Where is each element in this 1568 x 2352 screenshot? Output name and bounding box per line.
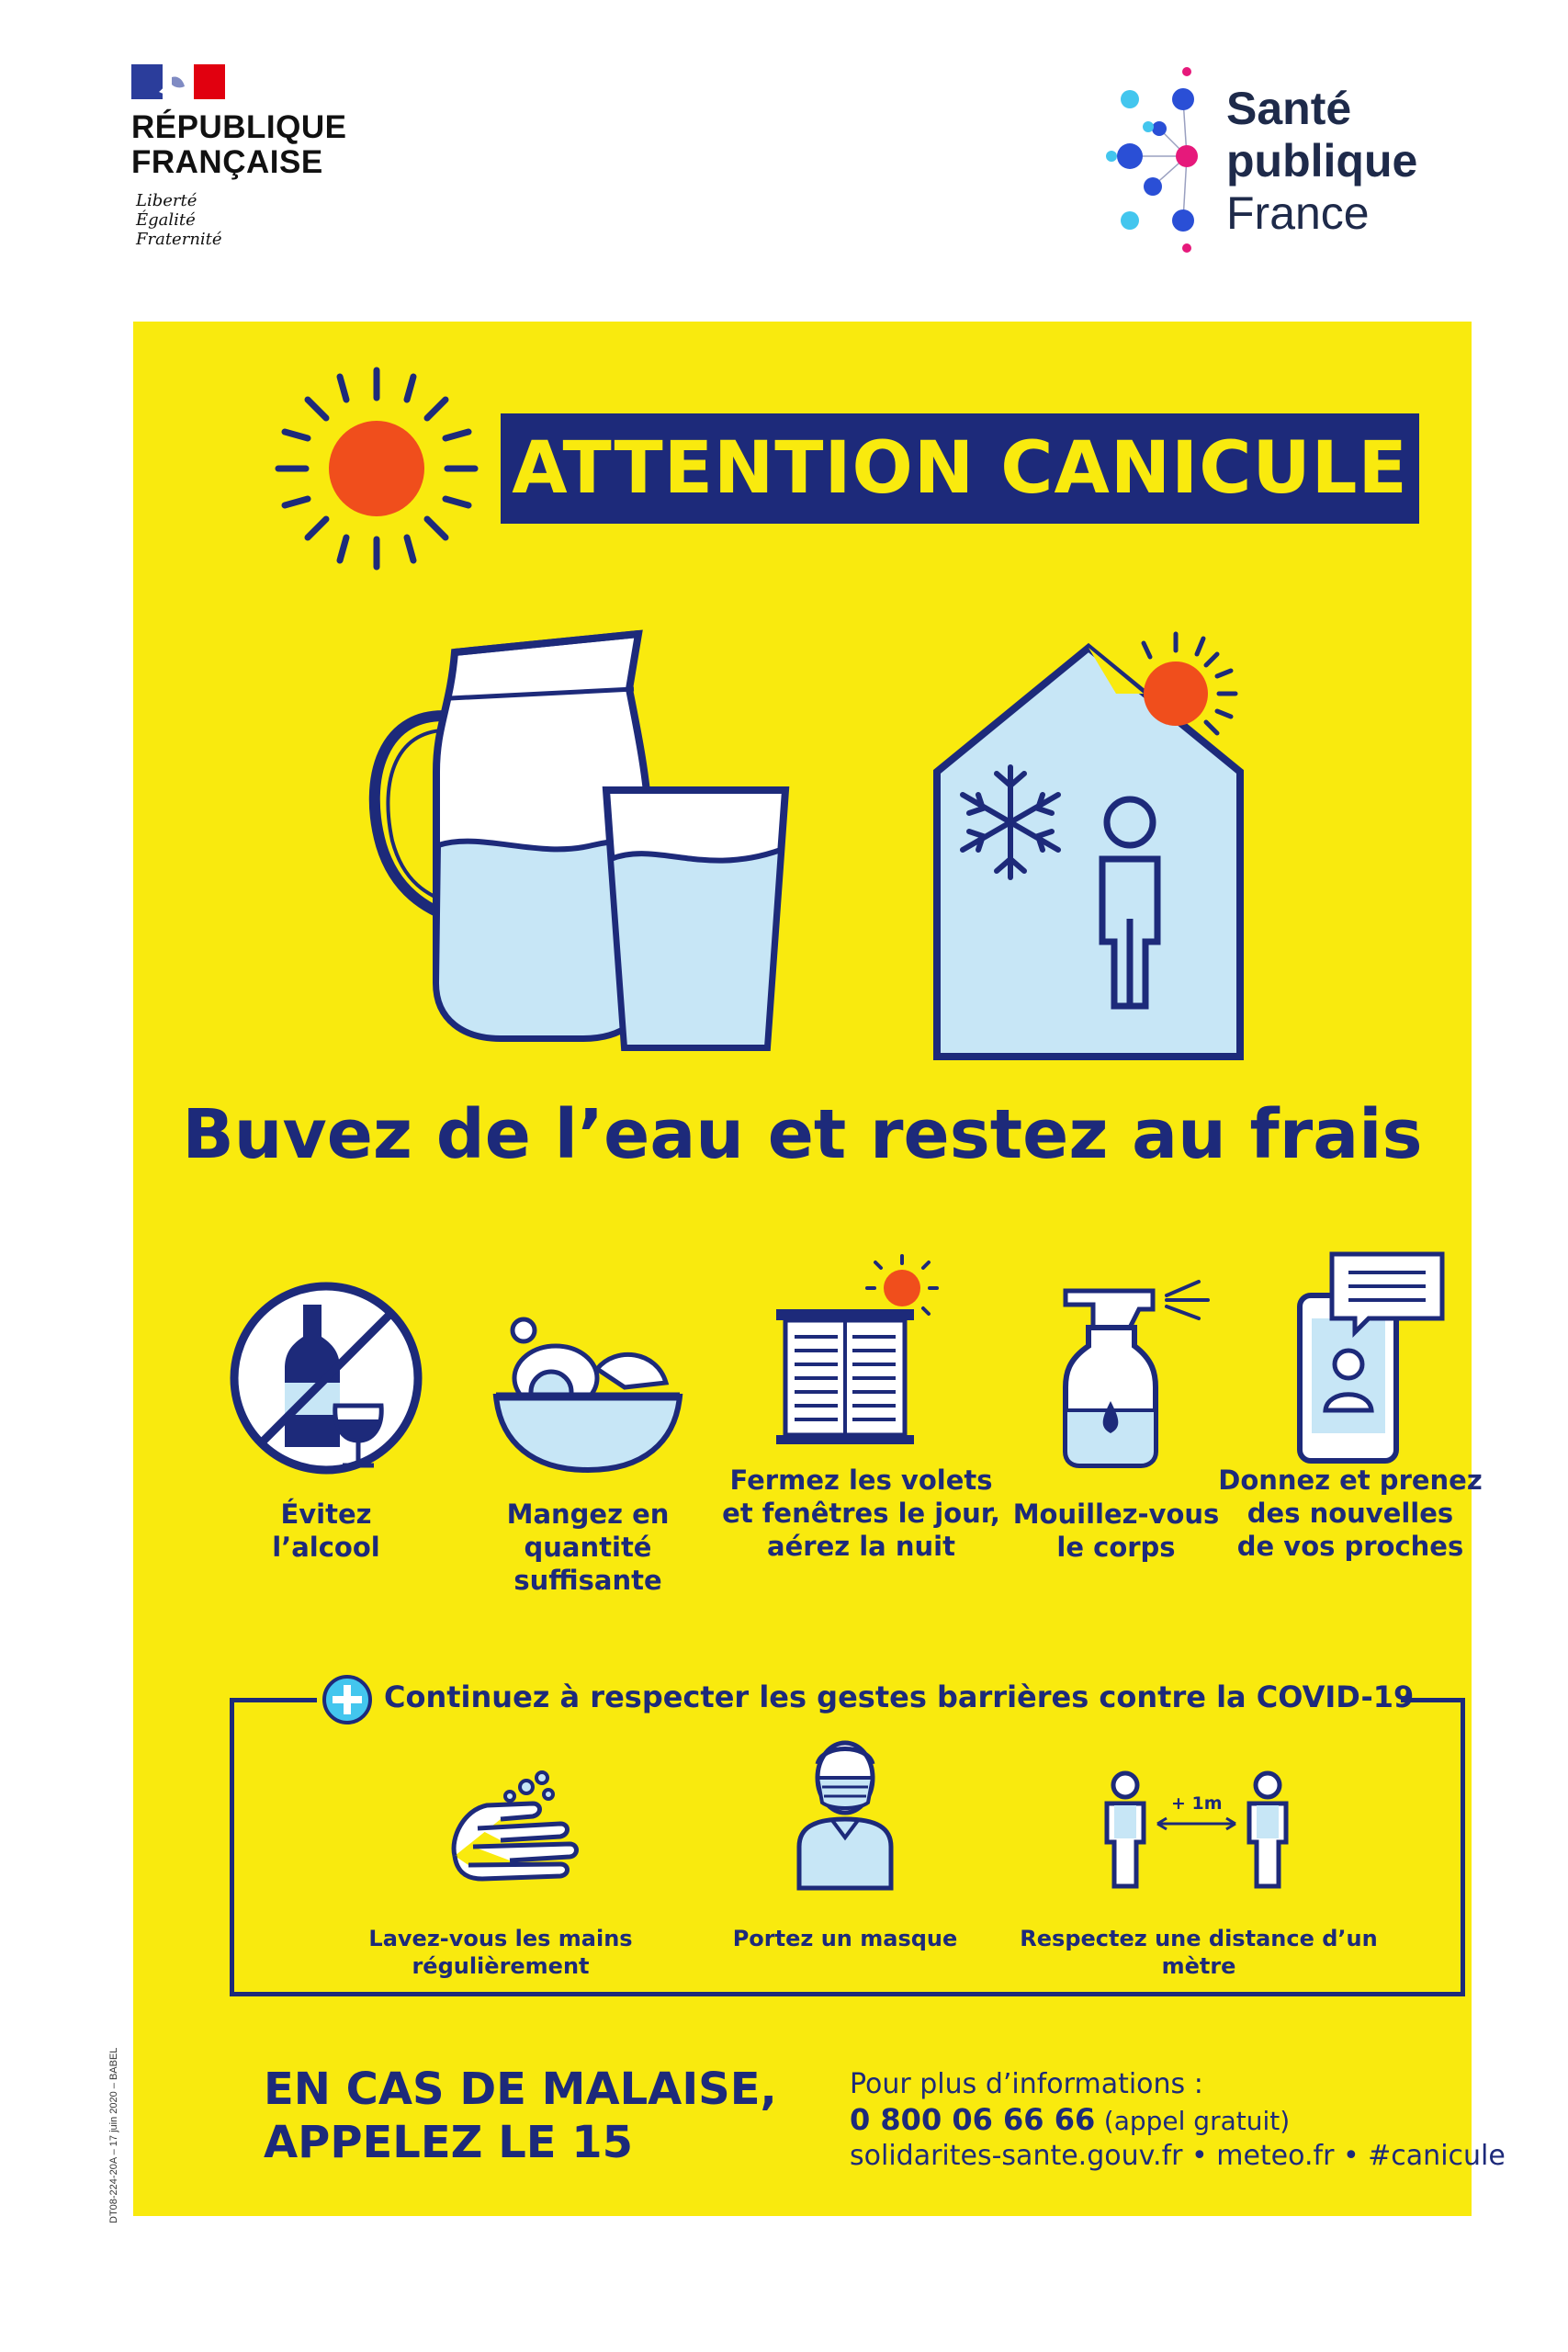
motto-liberte: Liberté [136, 191, 197, 210]
no-alcohol-icon [225, 1277, 427, 1479]
tip-spray-line1: Mouillez-vous [1012, 1498, 1220, 1530]
tip-news-line1: Donnez et prenez [1218, 1464, 1483, 1496]
sante-publique-network-logo [1093, 64, 1203, 257]
info-phone-number[interactable]: 0 800 06 66 66 [850, 2102, 1096, 2137]
tip-caption-spray [1001, 1498, 1231, 1564]
tip-alcohol-line2: l’alcool [272, 1532, 380, 1563]
poster-title: ATTENTION CANICULE [512, 427, 1408, 510]
tip-caption-news [1213, 1464, 1488, 1563]
tip-caption-food [450, 1498, 726, 1597]
republic-name-line2: FRANÇAISE [131, 144, 323, 180]
phone-message-icon [1286, 1250, 1451, 1465]
tip-caption-shutters [716, 1464, 1006, 1563]
distance-one-meter-icon [1098, 1769, 1295, 1893]
tip-food-line2: quantité suffisante [513, 1532, 662, 1596]
agency-name-line1: Santé [1226, 83, 1352, 134]
main-message: Buvez de l’eau et restez au frais [182, 1095, 1423, 1174]
gesture-keep-distance: Respectez une distance d’un mètre [1020, 1926, 1378, 1979]
food-bowl-icon [487, 1314, 689, 1479]
motto-egalite: Égalité [136, 210, 196, 230]
agency-name-line2: publique [1226, 135, 1418, 187]
covid-title: Continuez à respecter les gestes barrières contre la COVID-19 [384, 1679, 1415, 1714]
republic-motto [136, 191, 222, 249]
spray-bottle-icon [1038, 1272, 1240, 1470]
tip-shutters-line1: Fermez les volets [729, 1464, 993, 1496]
emergency-message [264, 2063, 777, 2169]
info-title: Pour plus d’informations : [850, 2068, 1203, 2100]
sante-publique-france-name [1226, 83, 1417, 240]
emergency-line1: EN CAS DE MALAISE, [264, 2064, 777, 2115]
agency-name-line3: France [1226, 187, 1370, 239]
tip-shutters-line2: et fenêtres le jour, [722, 1498, 1000, 1529]
tip-shutters-line3: aérez la nuit [767, 1531, 955, 1562]
tip-news-line2: des nouvelles [1247, 1498, 1454, 1529]
closed-shutters-icon [772, 1254, 946, 1447]
tip-news-line3: de vos proches [1236, 1531, 1464, 1562]
water-pitcher-and-glass-icon [363, 616, 840, 1075]
cool-house-icon [923, 616, 1272, 1066]
republic-name-line1: RÉPUBLIQUE [131, 109, 347, 145]
mask-person-icon [795, 1736, 896, 1893]
distance-label: + 1m [1171, 1793, 1223, 1814]
marianne-flag-logo [131, 64, 225, 99]
emergency-line2: APPELEZ LE 15 [264, 2117, 634, 2168]
tip-caption-alcohol [211, 1498, 441, 1564]
gesture-wear-mask: Portez un masque [732, 1926, 958, 1951]
tip-spray-line2: le corps [1056, 1532, 1176, 1563]
more-information [850, 2067, 1506, 2174]
print-code: DT08-224-20A – 17 juin 2020 – BABEL [108, 2047, 119, 2223]
info-links[interactable]: solidarites-sante.gouv.fr • meteo.fr • #canicule [850, 2140, 1506, 2172]
gesture-wash-hands: Lavez-vous les mains régulièrement [368, 1926, 633, 1979]
tip-alcohol-line1: Évitez [280, 1498, 372, 1530]
republique-francaise-name [131, 110, 346, 180]
motto-fraternite: Fraternité [136, 230, 222, 249]
sun-icon [271, 363, 482, 574]
tip-food-line1: Mangez en [506, 1498, 670, 1530]
hand-washing-icon [446, 1769, 583, 1888]
plus-circle-icon [321, 1674, 373, 1725]
info-phone-note: (appel gratuit) [1103, 2106, 1291, 2136]
